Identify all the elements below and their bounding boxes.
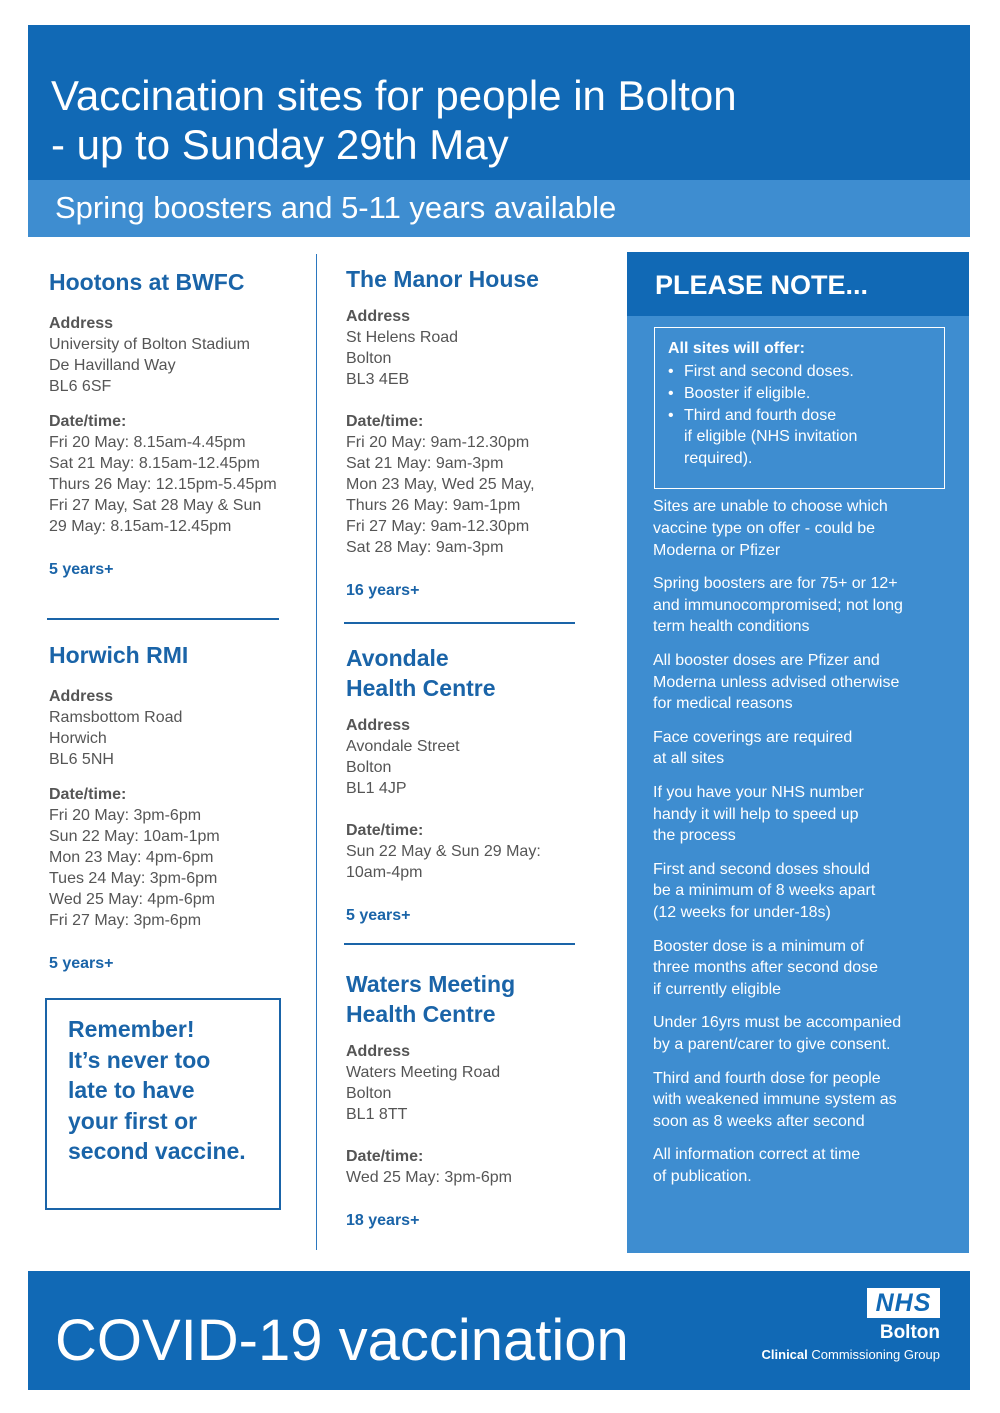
remember-line: Remember! — [68, 1016, 195, 1042]
note-item: All information correct at time of publication. — [653, 1146, 861, 1186]
age-badge: 5 years+ — [49, 561, 114, 578]
remember-line: second vaccine. — [68, 1138, 246, 1164]
note-item: Spring boosters are for 75+ or 12+ and immunocompromised; not long term health conditions — [653, 574, 903, 636]
offer-title: All sites will offer: — [668, 340, 805, 357]
divider — [344, 943, 575, 945]
page-subtitle: Spring boosters and 5-11 years available — [55, 190, 617, 225]
note-item: First and second doses should be a minimum of 8 weeks apart (12 weeks for under-18s) — [653, 860, 876, 922]
time-line: Thurs 26 May: 9am-1pm — [346, 497, 521, 514]
time-line: Tues 24 May: 3pm-6pm — [49, 870, 218, 887]
offer-item-continued: if eligible (NHS invitation — [684, 428, 858, 446]
address-label: Address — [346, 308, 411, 325]
time-line: 10am-4pm — [346, 864, 423, 881]
address-line: Bolton — [346, 759, 392, 776]
address-label: Address — [346, 1043, 411, 1060]
time-line: Fri 27 May: 9am-12.30pm — [346, 518, 530, 535]
column-left — [49, 262, 299, 972]
time-line: Fri 20 May: 8.15am-4.45pm — [49, 434, 246, 451]
offer-item: • Third and fourth dose — [668, 405, 857, 427]
offer-box — [654, 327, 945, 489]
datetime-label: Date/time: — [49, 413, 127, 430]
datetime-label: Date/time: — [346, 1148, 424, 1165]
datetime-label: Date/time: — [49, 786, 127, 803]
datetime-label: Date/time: — [346, 822, 424, 839]
footer-title-covid: COVID-19 — [55, 1308, 323, 1373]
age-badge: 5 years+ — [346, 907, 411, 924]
address-line: Ramsbottom Road — [49, 709, 183, 726]
address-label: Address — [49, 688, 114, 705]
offer-item: • First and second doses. — [668, 361, 857, 383]
address-line: Waters Meeting Road — [346, 1064, 501, 1081]
address-line: Horwich — [49, 730, 107, 747]
footer-title — [55, 1309, 629, 1373]
divider — [344, 622, 575, 624]
site-manor-house — [346, 264, 586, 601]
address-line: Bolton — [346, 350, 392, 367]
age-badge: 16 years+ — [346, 582, 420, 599]
remember-box — [45, 998, 281, 1210]
site-name: The Manor House — [346, 266, 539, 292]
address-label: Address — [346, 717, 411, 734]
remember-line: your first or — [68, 1107, 198, 1134]
site-avondale — [346, 643, 586, 926]
time-line: 29 May: 8.15am-12.45pm — [49, 518, 232, 535]
address-line: Avondale Street — [346, 738, 460, 755]
nhs-org-name: Bolton — [879, 1322, 940, 1343]
address-line: De Havilland Way — [49, 357, 176, 374]
column-middle — [346, 262, 586, 1229]
time-line: Thurs 26 May: 12.15pm-5.45pm — [49, 476, 277, 493]
site-name-line-1: Waters Meeting — [346, 971, 516, 997]
age-badge: 5 years+ — [49, 955, 114, 972]
page-title — [51, 71, 737, 169]
note-item: Booster dose is a minimum of three months after second dose if currently eligible — [653, 937, 879, 999]
address-line: BL6 6SF — [49, 378, 112, 395]
site-name: Hootons at BWFC — [49, 269, 245, 295]
site-name-line-2: Health Centre — [346, 675, 496, 701]
time-line: Wed 25 May: 4pm-6pm — [49, 891, 215, 908]
site-name-line-1: Avondale — [346, 645, 449, 671]
time-line: Fri 20 May: 9am-12.30pm — [346, 434, 530, 451]
offer-item: • Booster if eligible. — [668, 383, 857, 405]
time-line: Sat 28 May: 9am-3pm — [346, 539, 504, 556]
site-waters-meeting — [346, 969, 586, 1231]
nhs-group-name: Clinical Commissioning Group — [761, 1347, 940, 1362]
time-line: Fri 27 May, Sat 28 May & Sun — [49, 497, 262, 514]
address-line: Bolton — [346, 1085, 392, 1102]
note-item: If you have your NHS number handy it will help to speed up the process — [653, 783, 864, 845]
divider — [47, 618, 279, 620]
page-title-line-1: Vaccination sites for people in Bolton — [51, 72, 737, 119]
please-note-panel — [627, 252, 969, 1253]
please-note-title: PLEASE NOTE... — [655, 270, 869, 300]
datetime-label: Date/time: — [346, 413, 424, 430]
notes-list — [653, 496, 958, 1200]
remember-line: late to have — [68, 1077, 195, 1103]
column-divider — [316, 254, 317, 1250]
note-item: Under 16yrs must be accompanied by a parent/carer to give consent. — [653, 1014, 902, 1054]
site-name-line-2: Health Centre — [346, 1001, 496, 1027]
nhs-logo: NHS — [867, 1288, 940, 1318]
site-hootons — [49, 267, 299, 580]
address-line: St Helens Road — [346, 329, 459, 346]
site-name: Horwich RMI — [49, 642, 189, 668]
page-title-line-2: - up to Sunday 29th May — [51, 121, 509, 168]
time-line: Mon 23 May, Wed 25 May, — [346, 476, 535, 493]
address-line: University of Bolton Stadium — [49, 336, 250, 353]
address-label: Address — [49, 315, 114, 332]
offer-item-continued: required). — [684, 450, 753, 468]
time-line: Wed 25 May: 3pm-6pm — [346, 1169, 512, 1186]
address-line: BL3 4EB — [346, 371, 410, 388]
note-item: Face coverings are required at all sites — [653, 728, 853, 768]
note-item: Sites are unable to choose which vaccine type on offer - could be Moderna or Pfizer — [653, 498, 888, 559]
footer-title-vaccination: vaccination — [338, 1308, 629, 1373]
time-line: Fri 20 May: 3pm-6pm — [49, 807, 202, 824]
remember-line: It’s never too — [68, 1046, 211, 1073]
offer-list — [668, 361, 857, 470]
time-line: Sat 21 May: 9am-3pm — [346, 455, 504, 472]
time-line: Mon 23 May: 4pm-6pm — [49, 849, 214, 866]
remember-text — [68, 1014, 246, 1167]
address-line: BL6 5NH — [49, 751, 114, 768]
note-item: All booster doses are Pfizer and Moderna unless advised otherwise for medical reasons — [653, 651, 900, 713]
note-item: Third and fourth dose for people with weakened immune system as soon as 8 weeks after second — [653, 1069, 897, 1131]
address-line: BL1 4JP — [346, 780, 407, 797]
time-line: Sat 21 May: 8.15am-12.45pm — [49, 455, 260, 472]
site-horwich — [49, 640, 299, 974]
time-line: Sun 22 May: 10am-1pm — [49, 828, 220, 845]
header-banner — [28, 25, 970, 237]
address-line: BL1 8TT — [346, 1106, 408, 1123]
footer-banner — [28, 1271, 970, 1390]
age-badge: 18 years+ — [346, 1212, 420, 1229]
time-line: Sun 22 May & Sun 29 May: — [346, 843, 541, 860]
time-line: Fri 27 May: 3pm-6pm — [49, 912, 202, 929]
